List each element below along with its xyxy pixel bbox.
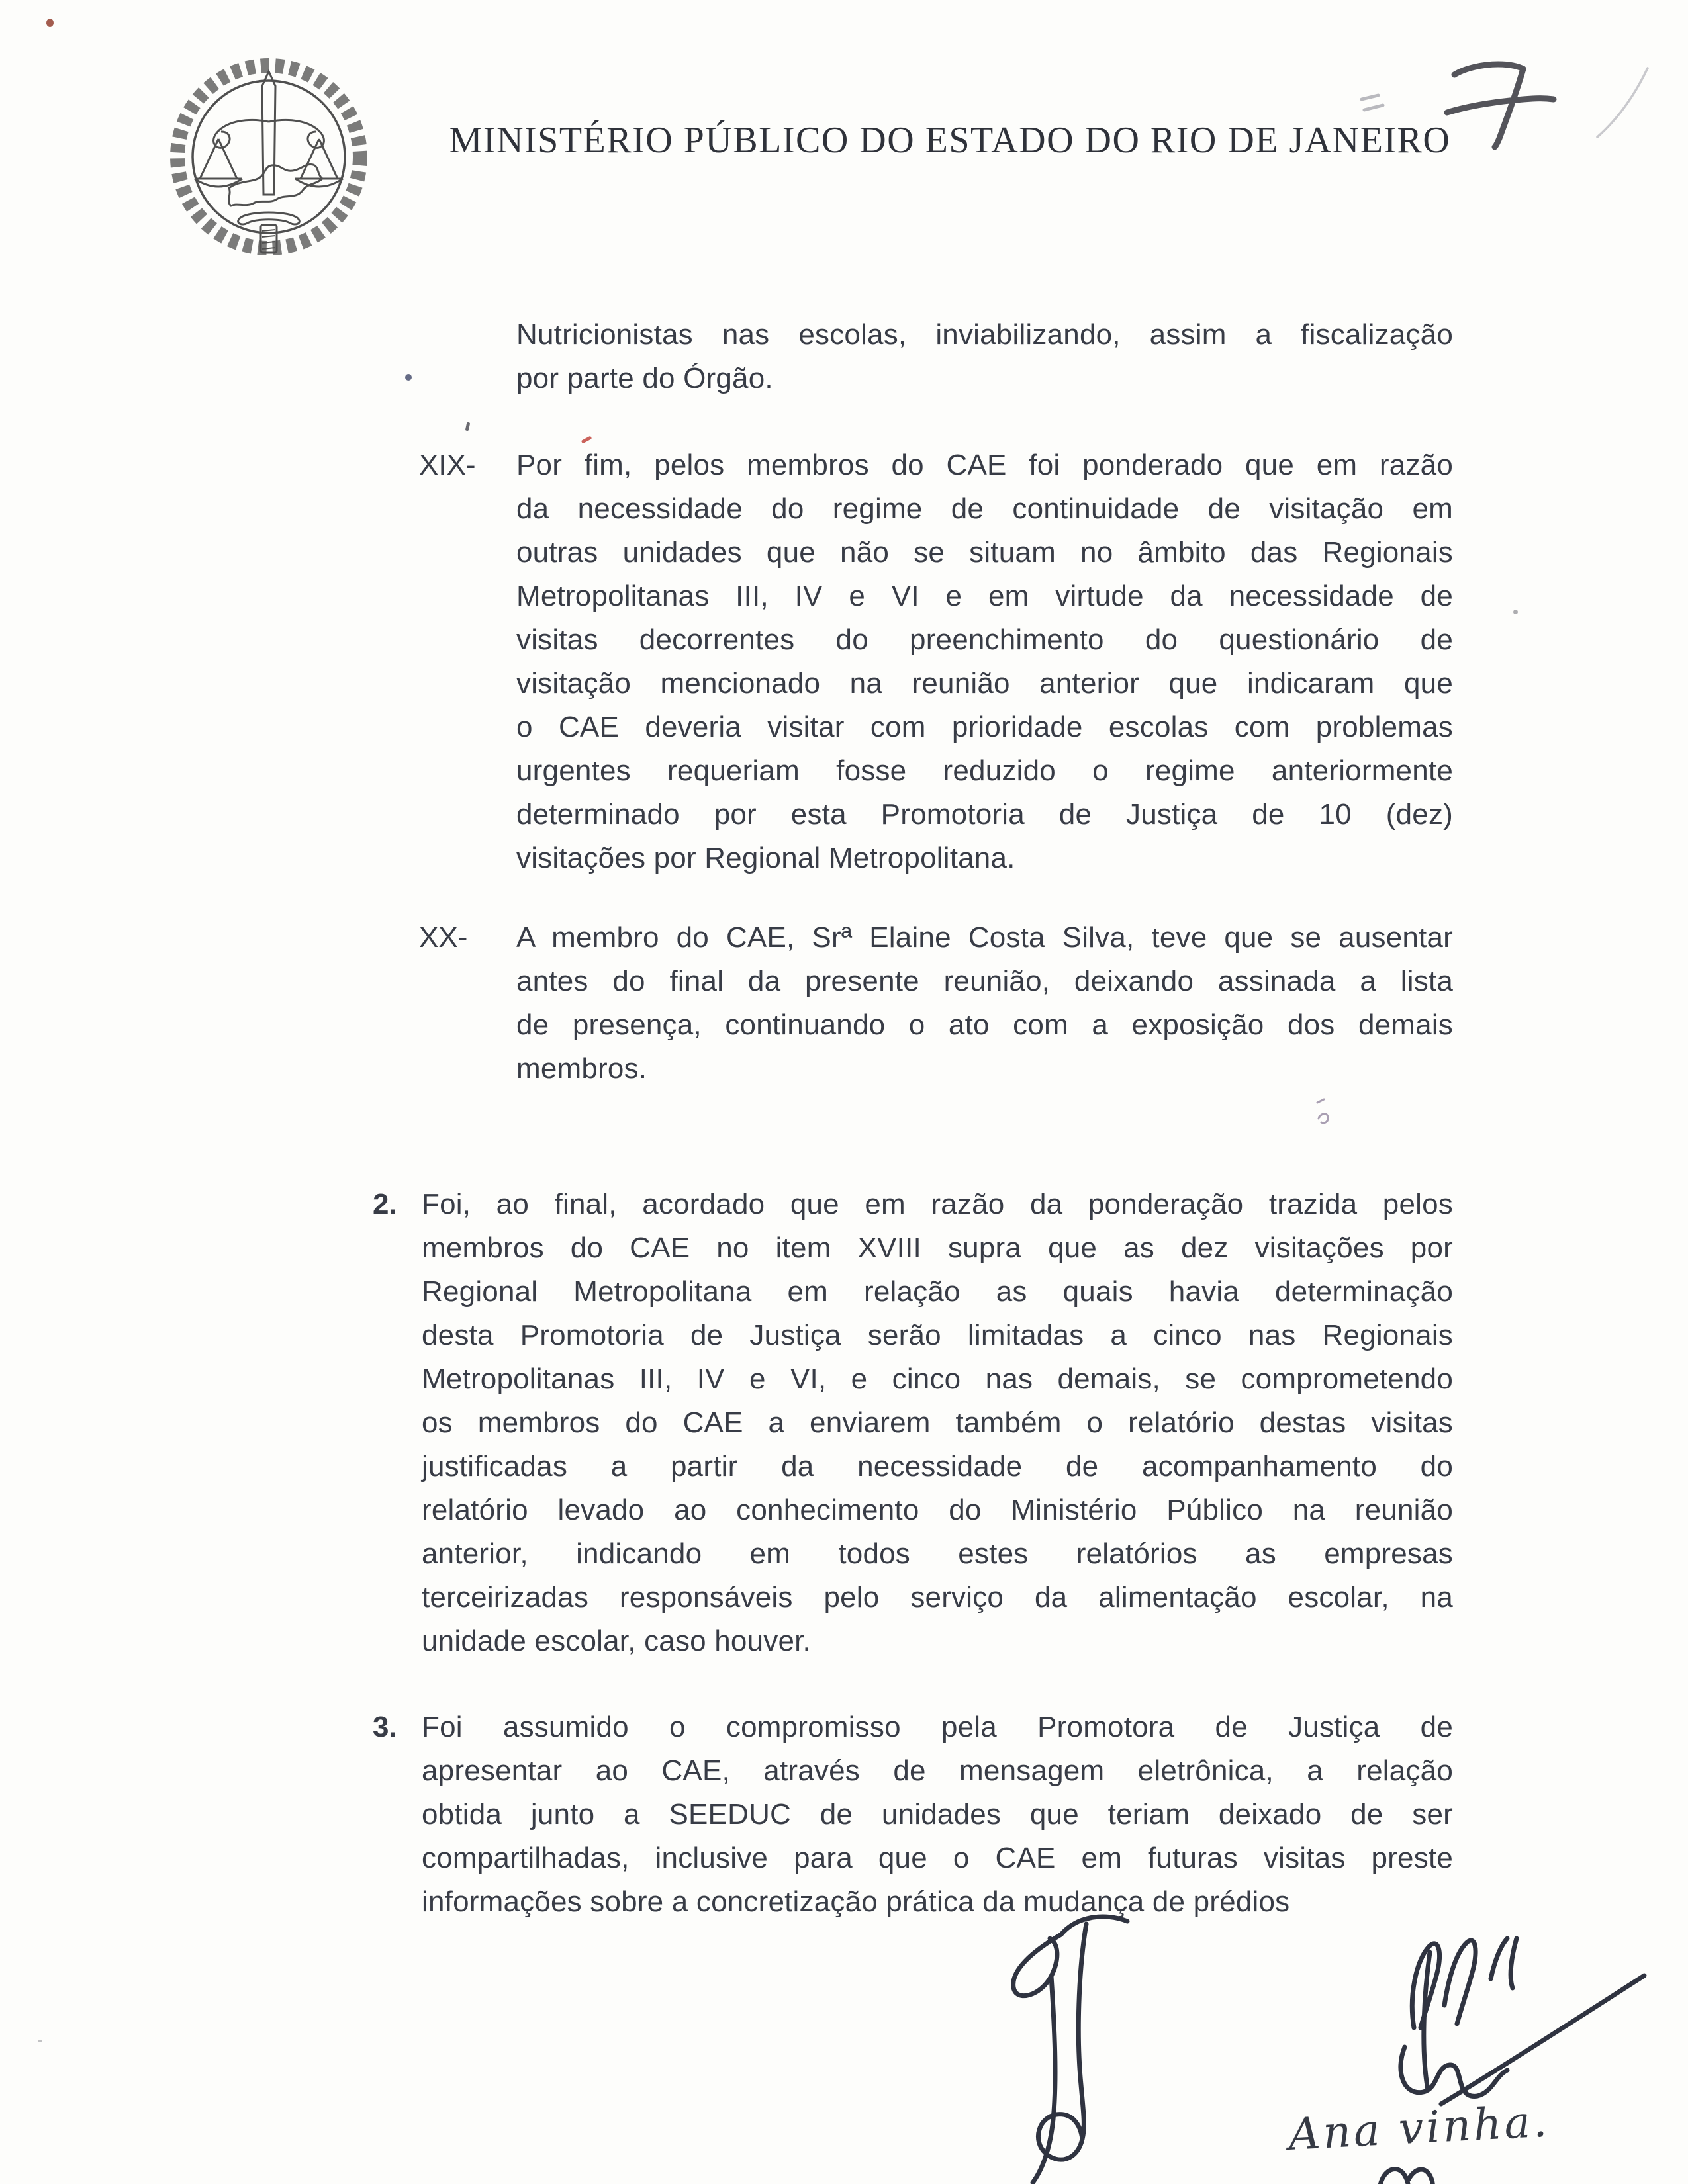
text-line: anterior, indicando em todos estes relatórios as empresas — [422, 1537, 1453, 1570]
header-title: MINISTÉRIO PÚBLICO DO ESTADO DO RIO DE JANEIRO — [449, 120, 1451, 161]
paper-speck — [38, 2040, 42, 2042]
text-line: visitas decorrentes do preenchimento do questionário de — [516, 623, 1453, 656]
mprj-coat-of-arms-icon — [165, 52, 372, 262]
text-line: A membro do CAE, Srª Elaine Costa Silva, teve que se ausentar — [516, 921, 1453, 954]
item-label-2: 2. — [373, 1188, 397, 1220]
text-line: antes do final da presente reunião, deixando assinada a lista — [516, 965, 1453, 997]
scan-speck-red — [46, 19, 54, 27]
faint-pen-arc — [1597, 68, 1648, 137]
text-line: desta Promotoria de Justiça serão limitadas a cinco nas Regionais — [422, 1319, 1453, 1351]
ink-dot — [405, 374, 412, 381]
text-line: membros. — [516, 1052, 647, 1085]
gray-speck — [1513, 610, 1518, 614]
handwriting-cut-bottom — [1380, 2169, 1432, 2184]
item-xx-text — [516, 916, 1453, 1091]
text-line: urgentes requeriam fosse reduzido o regime anteriormente — [516, 754, 1453, 787]
purple-smudge — [1315, 1097, 1336, 1128]
handwritten-page-number — [1344, 36, 1662, 162]
text-line: de presença, continuando o ato com a exposição dos demais — [516, 1009, 1453, 1041]
text-line: Foi assumido o compromisso pela Promotora de Justiça de — [422, 1711, 1453, 1743]
text-line: Por fim, pelos membros do CAE foi ponderado que em razão — [516, 449, 1453, 481]
item-2-text — [422, 1183, 1453, 1663]
signature-scribble-right — [1401, 1938, 1644, 2104]
text-line: por parte do Órgão. — [516, 362, 773, 394]
text-line: os membros do CAE a enviarem também o relatório destas visitas — [422, 1406, 1453, 1439]
red-tick-mark — [581, 436, 592, 444]
text-line: Foi, ao final, acordado que em razão da ponderação trazida pelos — [422, 1188, 1453, 1220]
signatures-area — [993, 1893, 1688, 2184]
text-line: visitação mencionado na reunião anterior que indicaram que — [516, 667, 1453, 700]
text-line: visitações por Regional Metropolitana. — [516, 842, 1015, 874]
text-line: Metropolitanas III, IV e VI e em virtude da necessidade de — [516, 580, 1453, 612]
text-line: obtida junto a SEEDUC de unidades que teriam deixado de ser — [422, 1798, 1453, 1831]
handwritten-name: Ana vinha. — [1287, 2095, 1551, 2160]
text-line: informações sobre a concretização prática da mudança de prédios — [422, 1886, 1290, 1918]
text-line: Metropolitanas III, IV e VI, e cinco nas demais, se comprometendo — [422, 1363, 1453, 1395]
text-line: relatório levado ao conhecimento do Ministério Público na reunião — [422, 1494, 1453, 1526]
text-line: apresentar ao CAE, através de mensagem eletrônica, a relação — [422, 1754, 1453, 1787]
text-line: da necessidade do regime de continuidade de visitação em — [516, 492, 1453, 525]
text-line: membros do CAE no item XVIII supra que as dez visitações por — [422, 1232, 1453, 1264]
pencil-smudge — [1362, 95, 1383, 110]
stray-apostrophe-mark — [465, 422, 471, 432]
text-line: Nutricionistas nas escolas, inviabilizando, assim a fiscalização — [516, 318, 1453, 351]
signature-scribble-left — [1013, 1917, 1127, 2183]
text-line: compartilhadas, inclusive para que o CAE em futuras visitas preste — [422, 1842, 1453, 1874]
item-xix-text — [516, 443, 1453, 880]
item-label-xx: XX- — [419, 921, 468, 954]
text-line: unidade escolar, caso houver. — [422, 1625, 811, 1657]
text-line: justificadas a partir da necessidade de acompanhamento do — [422, 1450, 1453, 1482]
item-3-text — [422, 1706, 1453, 1924]
item-label-xix: XIX- — [419, 449, 476, 481]
item-label-3: 3. — [373, 1711, 397, 1743]
text-line: determinado por esta Promotoria de Justiça de 10 (dez) — [516, 798, 1453, 831]
paragraph-continuation — [516, 313, 1453, 400]
text-line: Regional Metropolitana em relação as quais havia determinação — [422, 1275, 1453, 1308]
text-line: o CAE deveria visitar com prioridade escolas com problemas — [516, 711, 1453, 743]
text-line: terceirizadas responsáveis pelo serviço da alimentação escolar, na — [422, 1581, 1453, 1614]
text-line: outras unidades que não se situam no âmbito das Regionais — [516, 536, 1453, 569]
